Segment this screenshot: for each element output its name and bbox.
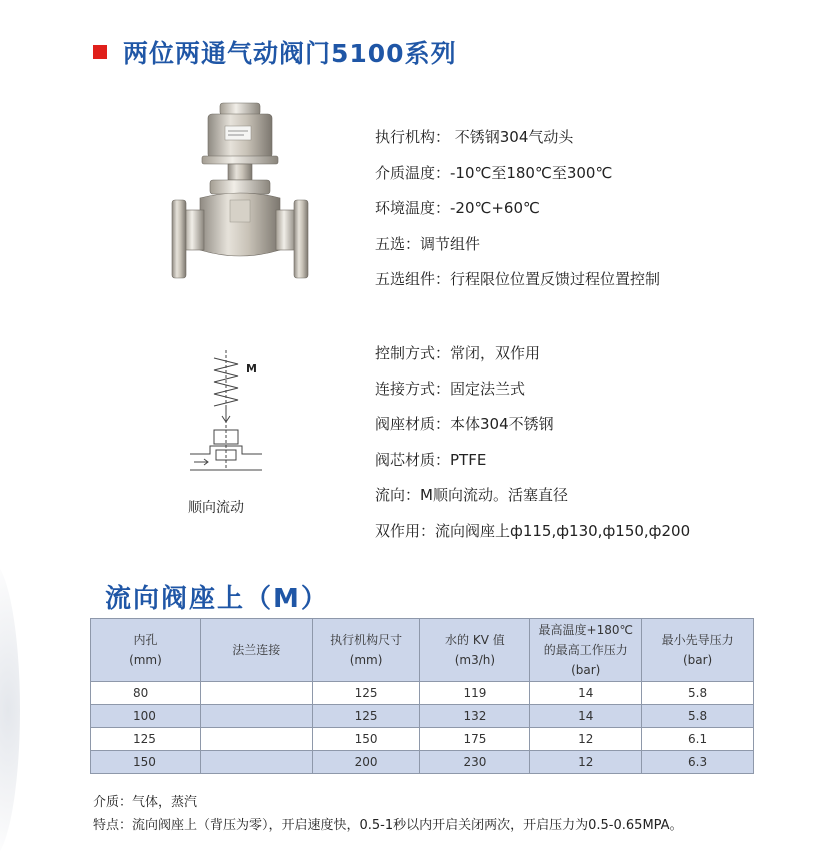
spec-option: 五选：调节组件 <box>375 234 481 253</box>
title-row <box>93 34 457 70</box>
table-row <box>91 705 754 728</box>
spec-core-material: 阀芯材质：PTFE <box>375 450 487 469</box>
spec-connection: 连接方式：固定法兰式 <box>375 379 526 398</box>
spec-double-acting: 双作用：流向阀座上ф115,ф130,ф150,ф200 <box>375 521 691 540</box>
section-title: 流向阀座上（M） <box>105 584 329 614</box>
spec-list-bottom <box>375 336 690 550</box>
spec-list-top <box>375 120 660 298</box>
cell-max-pressure: 14 <box>530 705 642 728</box>
notes <box>93 791 683 837</box>
cell-flange <box>200 682 312 705</box>
cell-actuator-size: 200 <box>312 751 420 774</box>
spec-flow-direction: 流向：M顺向流动。活塞直径 <box>375 486 568 505</box>
cell-bore: 150 <box>91 751 201 774</box>
spec-actuator: 执行机构： 不锈钢304气动头 <box>375 128 574 146</box>
header-bore: 内孔 (mm) <box>91 619 201 682</box>
table-row <box>91 751 754 774</box>
spec-option-components: 五选组件：行程限位位置反馈过程位置控制 <box>375 270 661 289</box>
edge-decoration <box>0 560 20 860</box>
title-bullet <box>93 45 107 59</box>
spec-ambient-temp: 环境温度：-20℃+60℃ <box>375 199 540 218</box>
cell-flange <box>200 728 312 751</box>
spec-control-mode: 控制方式：常闭，双作用 <box>375 344 541 362</box>
cell-actuator-size: 125 <box>312 705 420 728</box>
cell-flange <box>200 751 312 774</box>
cell-max-pressure: 12 <box>530 751 642 774</box>
cell-min-pilot: 6.3 <box>642 751 754 774</box>
cell-kv: 119 <box>420 682 530 705</box>
cell-flange <box>200 705 312 728</box>
cell-max-pressure: 12 <box>530 728 642 751</box>
cell-min-pilot: 5.8 <box>642 705 754 728</box>
cell-min-pilot: 6.1 <box>642 728 754 751</box>
diagram-caption: 顺向流动 <box>188 500 244 516</box>
table-header-row <box>91 619 754 682</box>
valve-product-photo <box>170 100 310 285</box>
table-row <box>91 728 754 751</box>
cell-kv: 230 <box>420 751 530 774</box>
header-kv: 水的 KV 值 (m3/h) <box>420 619 530 682</box>
cell-kv: 132 <box>420 705 530 728</box>
cell-bore: 80 <box>91 682 201 705</box>
diagram-letter-m: M <box>246 362 257 375</box>
note-medium: 介质：气体，蒸汽 <box>93 795 198 810</box>
cell-kv: 175 <box>420 728 530 751</box>
spec-medium-temp: 介质温度：-10℃至180℃至300℃ <box>375 163 613 182</box>
cell-bore: 100 <box>91 705 201 728</box>
header-min-pilot: 最小先导压力 (bar) <box>642 619 754 682</box>
spec-seat-material: 阀座材质：本体304不锈钢 <box>375 415 554 434</box>
cell-actuator-size: 125 <box>312 682 420 705</box>
parameter-table <box>90 618 754 774</box>
cell-min-pilot: 5.8 <box>642 682 754 705</box>
header-max-pressure: 最高温度+180℃ 的最高工作压力 (bar) <box>530 619 642 682</box>
page-title: 两位两通气动阀门5100系列 <box>123 39 457 68</box>
header-flange: 法兰连接 <box>200 619 312 682</box>
table-row <box>91 682 754 705</box>
cell-bore: 125 <box>91 728 201 751</box>
header-actuator-size: 执行机构尺寸 (mm) <box>312 619 420 682</box>
note-feature: 特点：流向阀座上（背压为零），开启速度快，0.5-1秒以内开启关闭两次，开启压力为0.5-0.65MPA。 <box>93 818 683 833</box>
cell-actuator-size: 150 <box>312 728 420 751</box>
cell-max-pressure: 14 <box>530 682 642 705</box>
